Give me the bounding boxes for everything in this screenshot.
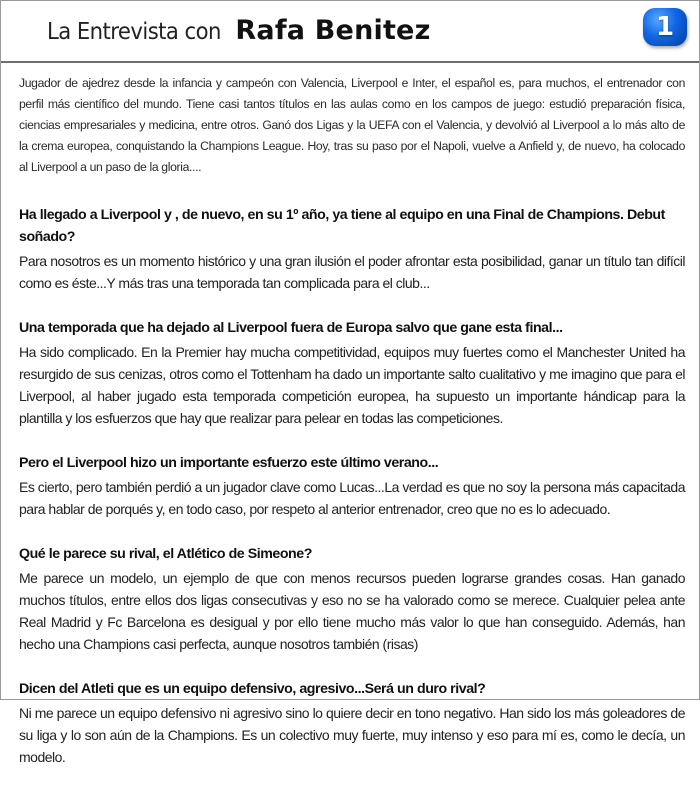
qa-block — [19, 543, 685, 655]
answer-text: Me parece un modelo, un ejemplo de que con menos recursos pueden lograrse grandes cosas. Han ganado muchos títulos, entre ellos dos ligas consecutivas y eso no se ha valorado como se merece. Cualquier pelea ante Real Madrid y Fc Barcelona es desigual y por ello tiene mucho más valor lo que han conseguido. Además, han hecho una Champions casi perfecta, aunque nosotros también (risas) — [19, 570, 685, 652]
qa-block — [19, 317, 685, 429]
title-prefix: La Entrevista con — [47, 19, 221, 45]
answer-text: Es cierto, pero también perdió a un jugador clave como Lucas...La verdad es que no soy la persona más capacitada para hablar de porqués y, en todo caso, por respeto al anterior entrenador, creo que no es lo adecuado. — [19, 479, 685, 517]
answer-text: Ni me parece un equipo defensivo ni agresivo sino lo quiere decir en tono negativo. Han sido los más goleadores de su liga y lo son aún de la Champions. Es un colectivo muy fuerte, muy intenso y eso para mí es, como le decía, un modelo. — [19, 705, 685, 765]
question-text: Pero el Liverpool hizo un importante esfuerzo este último verano... — [19, 455, 439, 471]
answer-text: Para nosotros es un momento histórico y una gran ilusión el poder afrontar esta posibilidad, ganar un título tan difícil como es éste...Y más tras una temporada tan complicada para el club... — [19, 253, 685, 291]
article-body — [19, 73, 685, 791]
question-text: Ha llegado a Liverpool y , de nuevo, en su 1º año, ya tiene al equipo en una Final de Champions. Debut soñado? — [19, 207, 665, 245]
channel-logo-number: 1 — [655, 12, 675, 42]
header-bar — [1, 1, 699, 63]
title-name: Rafa Benitez — [235, 15, 431, 46]
question-text: Dicen del Atleti que es un equipo defensivo, agresivo...Será un duro rival? — [19, 681, 486, 697]
qa-block — [19, 452, 685, 520]
qa-block — [19, 204, 685, 294]
qa-block — [19, 678, 685, 768]
intro-paragraph: Jugador de ajedrez desde la infancia y campeón con Valencia, Liverpool e Inter, el español es, para muchos, el entrenador con perfil más científico del mundo. Tiene casi tantos títulos en las aulas como en los campos de juego: estudió preparación física, ciencias empresariales y medicina, entre otros. Ganó dos Ligas y la UEFA con el Valencia, y devolvió al Liverpool a lo más alto de la crema europea, conquistando la Champions League. Hoy, tras su paso por el Napoli, vuelve a Anfield y, de nuevo, ha colocado al Liverpool a un paso de la gloria.... — [19, 76, 685, 174]
answer-text: Ha sido complicado. En la Premier hay mucha competitividad, equipos muy fuertes como el Manchester United ha resurgido de sus cenizas, otros como el Tottenham ha dado un importante salto cualitativo y me imagino que para el Liverpool, al haber jugado esta temporada competición europea, ha supuesto un importante hándicap para la plantilla y los esfuerzos que hay que realizar para pelear en todas las competiciones. — [19, 344, 685, 426]
channel-logo-icon — [643, 8, 687, 46]
question-text: Qué le parece su rival, el Atlético de Simeone? — [19, 546, 312, 562]
question-text: Una temporada que ha dejado al Liverpool fuera de Europa salvo que gane esta final... — [19, 320, 563, 336]
page-title — [47, 15, 431, 46]
